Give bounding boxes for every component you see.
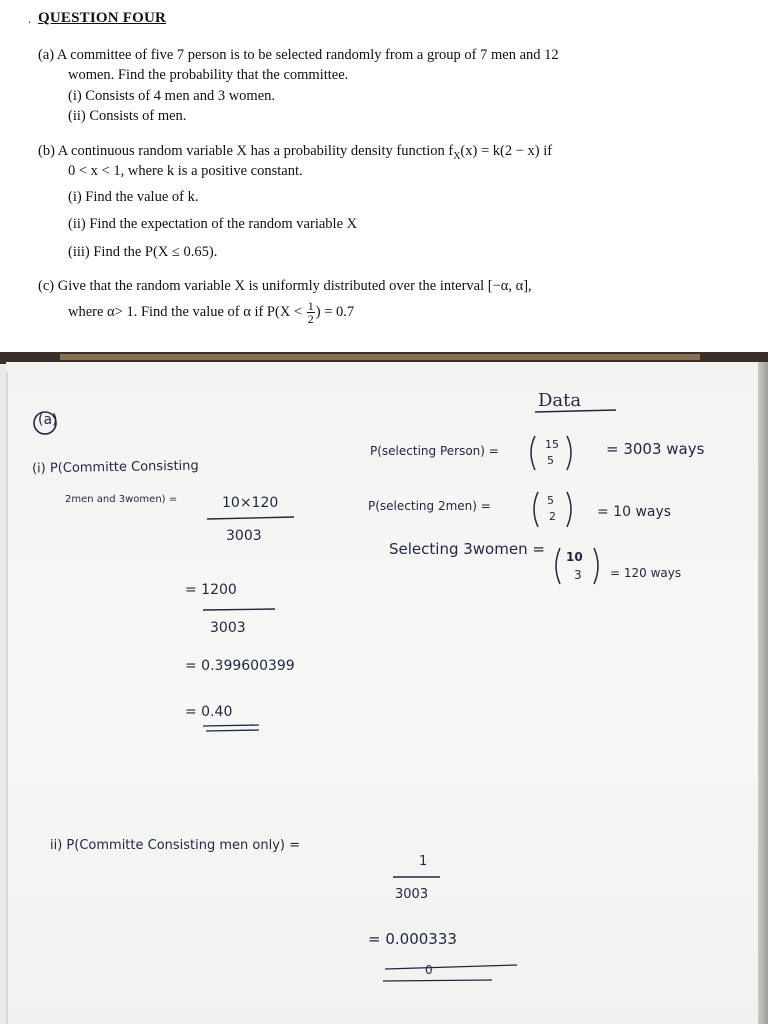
step2-numerator: = 1200: [185, 582, 237, 598]
ii-underline-2: [383, 980, 492, 981]
i-label2: 2men and 3women) =: [65, 494, 178, 505]
i-fraction-bar: [207, 517, 294, 519]
step4-underline-1: [203, 725, 259, 726]
ii-denominator: 3003: [395, 887, 429, 902]
data2-binom-top: 5: [547, 494, 554, 507]
i-denominator: 3003: [226, 528, 262, 544]
part-a-label: (a): [38, 412, 58, 428]
step4-underline-2: [206, 730, 259, 731]
part-c-line2: [68, 300, 354, 325]
step4-value: = 0.40: [185, 704, 233, 720]
data1-binom-bottom: 5: [547, 454, 554, 467]
part-c-line1: (c) Give that the random variable X is uniformly distributed over the interval [−α, α],: [38, 278, 532, 294]
fraction-numerator: 1: [307, 299, 314, 313]
data3-binom-bottom: 3: [574, 568, 582, 582]
part-b-subscript: X: [453, 150, 461, 162]
part-b-line1: [38, 143, 552, 162]
data3-right: = 120 ways: [610, 566, 682, 580]
data1-binom-top: 15: [545, 438, 559, 451]
part-a-line1: (a) A committee of five 7 person is to be selected randomly from a group of 7 men and 12: [38, 47, 559, 63]
part-b-line1-text: (b) A continuous random variable X has a probability density function f: [38, 143, 454, 159]
part-a-ii: (ii) Consists of men.: [68, 108, 187, 124]
part-a-i: (i) Consists of 4 men and 3 women.: [68, 88, 276, 104]
handwritten-answer-photo: [0, 352, 768, 1024]
step2-fraction-bar: [203, 609, 275, 610]
part-b-line1-end: (x) = k(2 − x) if: [460, 143, 553, 159]
i-label: (i) P(Committe Consisting: [31, 458, 199, 477]
half-fraction: [307, 300, 315, 325]
bullet-dot: .: [28, 12, 31, 26]
ii-numerator: 1: [419, 854, 428, 869]
data2-left: P(selecting 2men) =: [368, 499, 491, 513]
step3-value: = 0.399600399: [185, 658, 295, 674]
data2-right: = 10 ways: [597, 504, 672, 520]
part-c-line2-end: ) = 0.7: [315, 303, 355, 320]
data3-binom-top: 10: [566, 550, 583, 564]
ii-result: = 0.000333: [368, 930, 457, 948]
question-title: QUESTION FOUR: [38, 10, 167, 26]
i-numerator: 10×120: [222, 495, 279, 511]
data-heading: Data: [538, 390, 582, 411]
ii-label: ii) P(Committe Consisting men only) =: [50, 838, 301, 853]
part-b-line2: 0 < x < 1, where k is a positive constant.: [68, 163, 303, 179]
part-a-line2: women. Find the probability that the committee.: [68, 67, 349, 83]
fraction-denominator: 2: [307, 312, 314, 326]
data1-right: = 3003 ways: [606, 440, 705, 458]
part-b-iii: (iii) Find the P(X ≤ 0.65).: [68, 244, 218, 260]
ii-final: 0: [425, 963, 433, 977]
data3-left: Selecting 3women =: [389, 540, 545, 558]
ii-underline-1: [385, 965, 517, 969]
printed-question-sheet: [0, 0, 768, 352]
part-b-i: (i) Find the value of k.: [68, 189, 199, 205]
part-b-ii: (ii) Find the expectation of the random variable X: [68, 216, 358, 232]
step2-denominator: 3003: [210, 620, 246, 636]
data2-binom-bottom: 2: [549, 510, 556, 523]
data1-left: P(selecting Person) =: [370, 444, 499, 458]
part-c-line2-start: where α> 1. Find the value of α if P(X <: [68, 303, 303, 320]
